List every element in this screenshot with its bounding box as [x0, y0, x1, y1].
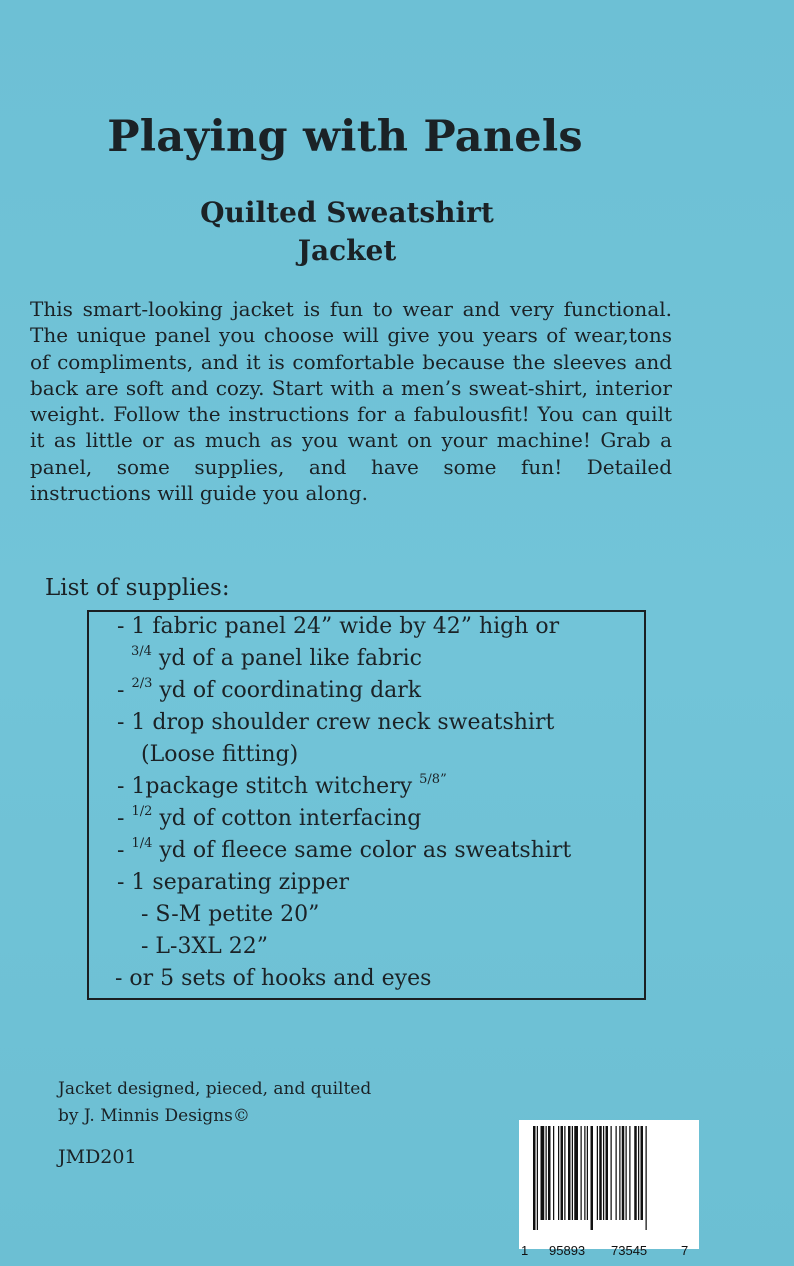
barcode-bar [599, 1126, 602, 1220]
intro-paragraph: This smart-looking jacket is fun to wear and very functional. The unique panel you choose will give you years of wear,tons of compliments, and it is comfortable because the sleeves and back are soft and cozy. Start with a men’s sweat-shirt, interior weight. Follow the instructions for a fabulousfit! You can quilt it as little or as much as you want on your machine! Grab a panel, some supplies, and have some fun! Detailed instructions will guide you along. [30, 297, 672, 506]
barcode-bar [546, 1126, 547, 1220]
barcode-bar [619, 1126, 620, 1220]
barcode-bar [564, 1126, 565, 1220]
subtitle-line-2: Jacket [297, 234, 397, 267]
supplies-heading: List of supplies: [45, 575, 230, 601]
barcode-bar [646, 1126, 647, 1230]
barcode-bar [641, 1126, 644, 1220]
subtitle-line-1: Quilted Sweatshirt [200, 196, 494, 229]
supply-item: - $^{1/2}$ yd of cotton interfacing [117, 804, 422, 831]
barcode-bars [533, 1126, 685, 1230]
supply-item: - 1 fabric panel 24” wide by 42” high or [117, 614, 560, 639]
barcode-group-1: 95893 [549, 1243, 586, 1258]
barcode-bar [597, 1126, 598, 1220]
barcode-bar [537, 1126, 538, 1230]
supply-item: - S-M petite 20” [141, 902, 320, 927]
supply-item: - L-3XL 22” [141, 934, 268, 959]
barcode-bar [626, 1126, 627, 1220]
barcode-group-2: 73545 [611, 1243, 648, 1258]
barcode-bar [574, 1126, 578, 1220]
barcode-bar [638, 1126, 639, 1220]
supply-item: - $^{1/4}$ yd of fleece same color as sweatshirt [117, 836, 572, 863]
barcode-bar [622, 1126, 625, 1220]
credit-line-1: Jacket designed, pieced, and quilted [58, 1079, 372, 1099]
barcode-bar [553, 1126, 554, 1220]
supply-item: - 1 drop shoulder crew neck sweatshirt [117, 710, 555, 735]
barcode-bar [616, 1126, 617, 1220]
barcode-bar [558, 1126, 559, 1220]
upc-barcode [519, 1120, 699, 1258]
barcode-bar [568, 1126, 571, 1220]
barcode-bar [561, 1126, 564, 1220]
barcode-digit-first: 1 [521, 1243, 529, 1258]
barcode-bar [533, 1126, 536, 1230]
barcode-bar [584, 1126, 585, 1220]
barcode-bar [587, 1126, 588, 1220]
barcode-bar [548, 1126, 551, 1220]
supply-item: - $^{2/3}$ yd of coordinating dark [117, 676, 422, 703]
barcode-bar [581, 1126, 582, 1220]
pattern-title: Playing with Panels [107, 112, 583, 162]
barcode-bar [603, 1126, 604, 1220]
pattern-subtitle [0, 194, 694, 270]
supply-item: - 1package stitch witchery $^{5/8”}$ [117, 772, 447, 799]
barcode-bar [629, 1126, 630, 1220]
barcode-bar [572, 1126, 573, 1220]
supply-item: $^{3/4}$ yd of a panel like fabric [131, 644, 422, 671]
credit-line-2: by J. Minnis Designs© [58, 1106, 250, 1126]
supply-item: - or 5 sets of hooks and eyes [115, 966, 432, 991]
supply-item: (Loose fitting) [141, 742, 299, 767]
supply-item: - 1 separating zipper [117, 870, 350, 895]
pattern-sku: JMD201 [58, 1146, 137, 1168]
barcode-bar [541, 1126, 545, 1220]
barcode-bar [634, 1126, 637, 1220]
designer-credit [58, 1076, 371, 1130]
barcode-bar [611, 1126, 612, 1220]
barcode-bar [606, 1126, 609, 1220]
barcode-digit-last: 7 [681, 1243, 689, 1258]
barcode-bar [591, 1126, 594, 1230]
